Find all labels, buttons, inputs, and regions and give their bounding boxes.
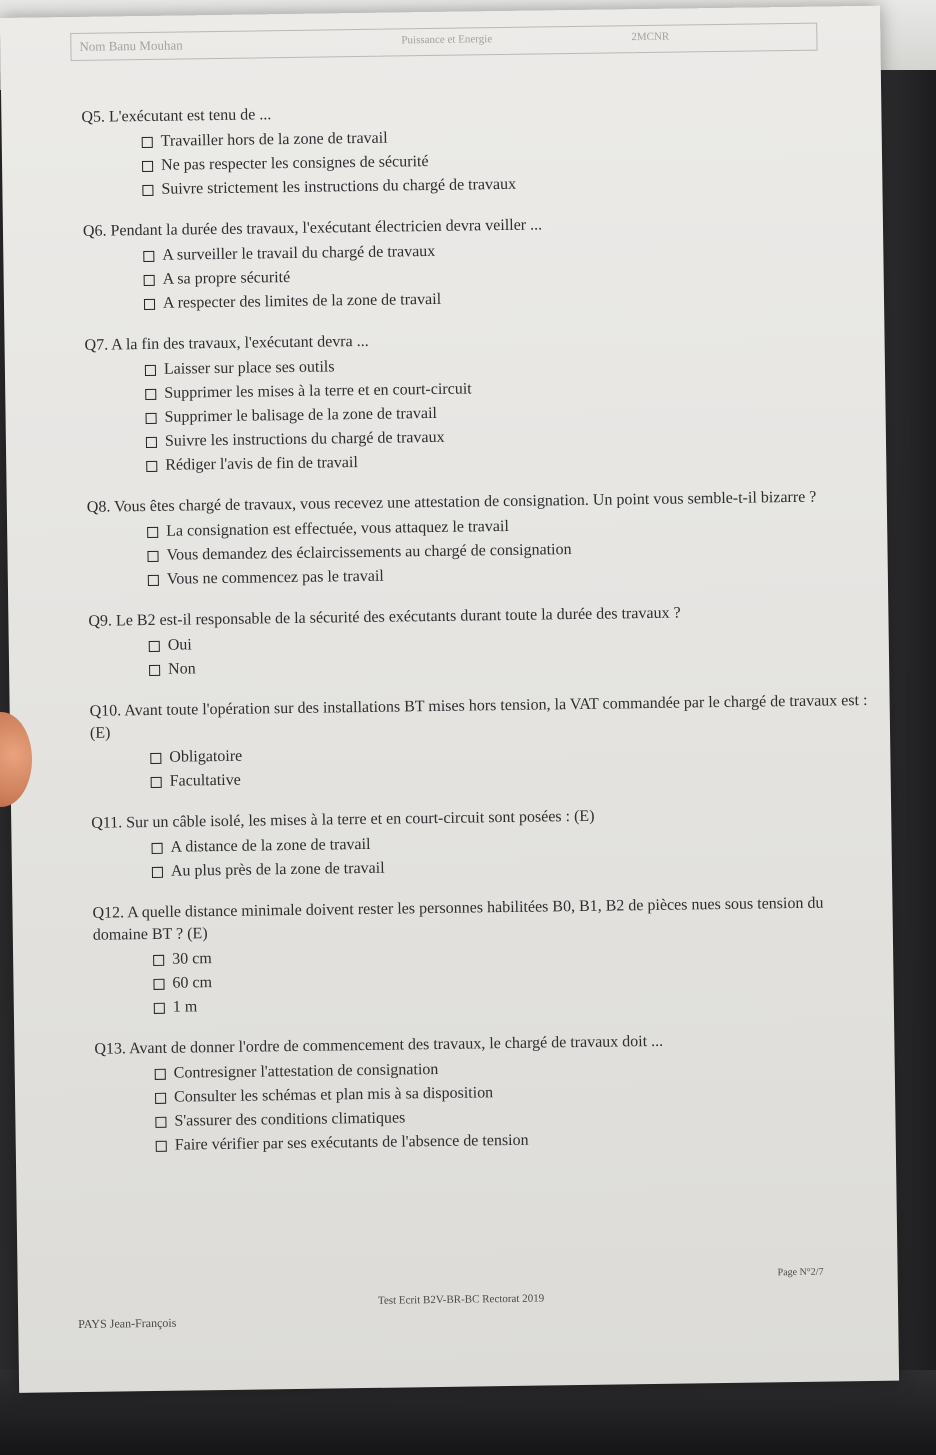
question-text: Q6. Pendant la durée des travaux, l'exécutant électricien devra veiller ... xyxy=(82,216,543,240)
checkbox-icon[interactable] xyxy=(149,664,160,675)
question-block xyxy=(94,1028,876,1159)
question-text: Q11. Sur un câble isolé, les mises à la terre et en court-circuit sont posées : (E) xyxy=(91,807,595,832)
answer-option-label: Obligatoire xyxy=(169,747,243,766)
header-strip xyxy=(70,23,817,61)
answer-option-label: A respecter des limites de la zone de travail xyxy=(162,290,442,312)
answer-option-label: A sa propre sécurité xyxy=(162,268,291,288)
question-text: Q10. Avant toute l'opération sur des installations BT mises hors tension, la VAT commandée par le chargé de travaux est : (E) xyxy=(89,691,868,742)
test-title: Test Ecrit B2V-BR-BC Rectorat 2019 xyxy=(377,1292,545,1307)
checkbox-icon[interactable] xyxy=(150,752,161,763)
course-label: Puissance et Energie xyxy=(401,33,493,47)
checkbox-icon[interactable] xyxy=(144,274,155,285)
answer-options xyxy=(150,736,871,794)
answer-options xyxy=(145,348,867,478)
answer-option-label: 60 cm xyxy=(172,974,213,992)
course-code: 2MCNR xyxy=(631,30,670,44)
answer-option-label: Consulter les schémas et plan mis à sa disposition xyxy=(173,1084,494,1106)
answer-option-label: Contresigner l'attestation de consignation xyxy=(173,1060,439,1082)
checkbox-icon[interactable] xyxy=(152,842,163,853)
answer-option-label: A distance de la zone de travail xyxy=(170,835,371,856)
question-block xyxy=(91,802,872,885)
checkbox-icon[interactable] xyxy=(144,298,155,309)
question-block xyxy=(90,690,871,795)
answer-option-label: Rédiger l'avis de fin de travail xyxy=(165,454,358,474)
question-block xyxy=(81,96,862,203)
checkbox-icon[interactable] xyxy=(155,1116,166,1127)
checkbox-icon[interactable] xyxy=(143,250,154,261)
answer-option-label: Ne pas respecter les consignes de sécurité xyxy=(160,153,429,174)
answer-option-label: Faire vérifier par ses exécutants de l'absence de tension xyxy=(174,1131,529,1154)
answer-option-label: 30 cm xyxy=(172,950,212,968)
question-text: Q9. Le B2 est-il responsable de la sécurité des exécutants durant toute la durée des travaux ? xyxy=(88,604,681,630)
checkbox-icon[interactable] xyxy=(145,364,156,375)
checkbox-icon[interactable] xyxy=(153,978,164,989)
answer-option-label: Vous ne commencez pas le travail xyxy=(166,567,384,588)
answer-option-label: S'assurer des conditions climatiques xyxy=(174,1109,406,1130)
checkbox-icon[interactable] xyxy=(155,1092,166,1103)
checkbox-icon[interactable] xyxy=(151,776,162,787)
answer-options xyxy=(142,120,863,202)
page-number: Page N°2/7 xyxy=(777,1266,824,1279)
checkbox-icon[interactable] xyxy=(152,866,163,877)
checkbox-icon[interactable] xyxy=(154,1002,165,1013)
answer-option-label: Vous demandez des éclaircissements au chargé de consignation xyxy=(166,541,572,564)
checkbox-icon[interactable] xyxy=(148,574,159,585)
questions-list xyxy=(81,96,876,1177)
answer-options xyxy=(155,1052,876,1158)
answer-option-label: Au plus près de la zone de travail xyxy=(170,859,385,880)
answer-option-label: 1 m xyxy=(172,998,198,1016)
checkbox-icon[interactable] xyxy=(142,184,153,195)
checkbox-icon[interactable] xyxy=(146,412,157,423)
page-footer xyxy=(78,1266,859,1357)
answer-option-label: Supprimer les mises à la terre et en court-circuit xyxy=(164,380,472,402)
checkbox-icon[interactable] xyxy=(155,1068,166,1079)
checkbox-icon[interactable] xyxy=(153,954,164,965)
answer-option-label: Oui xyxy=(167,636,192,654)
answer-option-label: A surveiller le travail du chargé de travaux xyxy=(162,242,436,264)
answer-option-label: Laisser sur place ses outils xyxy=(163,358,335,378)
question-block xyxy=(88,600,869,683)
question-block xyxy=(83,210,864,317)
author-name: PAYS Jean-François xyxy=(78,1315,177,1332)
checkbox-icon[interactable] xyxy=(147,550,158,561)
question-text: Q13. Avant de donner l'ordre de commencement des travaux, le chargé de travaux doit ... xyxy=(94,1032,664,1058)
question-block xyxy=(84,324,866,479)
exam-sheet xyxy=(0,6,899,1393)
checkbox-icon[interactable] xyxy=(147,526,158,537)
question-text: Q5. L'exécutant est tenu de ... xyxy=(81,106,272,126)
answer-options xyxy=(151,826,872,884)
answer-options xyxy=(149,624,870,682)
answer-option-label: Facultative xyxy=(169,771,241,790)
checkbox-icon[interactable] xyxy=(156,1140,167,1151)
answer-option-label: Supprimer le balisage de la zone de travail xyxy=(164,404,438,426)
name-field: Nom Banu Mouhan xyxy=(79,37,183,54)
answer-option-label: La consignation est effectuée, vous attaquez le travail xyxy=(166,517,509,540)
checkbox-icon[interactable] xyxy=(146,460,157,471)
question-text: Q7. A la fin des travaux, l'exécutant devra ... xyxy=(84,332,369,354)
checkbox-icon[interactable] xyxy=(142,160,153,171)
answer-option-label: Suivre strictement les instructions du chargé de travaux xyxy=(161,175,517,198)
checkbox-icon[interactable] xyxy=(149,640,160,651)
question-block xyxy=(87,486,868,593)
question-text: Q8. Vous êtes chargé de travaux, vous recevez une attestation de consignation. Un point vous semble-t-il bizarre ? xyxy=(86,488,817,516)
checkbox-icon[interactable] xyxy=(145,388,156,399)
answer-option-label: Suivre les instructions du chargé de travaux xyxy=(164,428,445,450)
checkbox-icon[interactable] xyxy=(146,436,157,447)
checkbox-icon[interactable] xyxy=(142,136,153,147)
answer-option-label: Non xyxy=(167,660,196,678)
answer-options xyxy=(147,510,868,592)
answer-options xyxy=(143,234,864,316)
question-text: Q12. A quelle distance minimale doivent rester les personnes habilitées B0, B1, B2 de pièces nues sous tension du domaine BT ? (E) xyxy=(92,894,824,944)
answer-option-label: Travailler hors de la zone de travail xyxy=(160,129,388,150)
question-block xyxy=(92,892,874,1021)
answer-options xyxy=(153,938,874,1020)
